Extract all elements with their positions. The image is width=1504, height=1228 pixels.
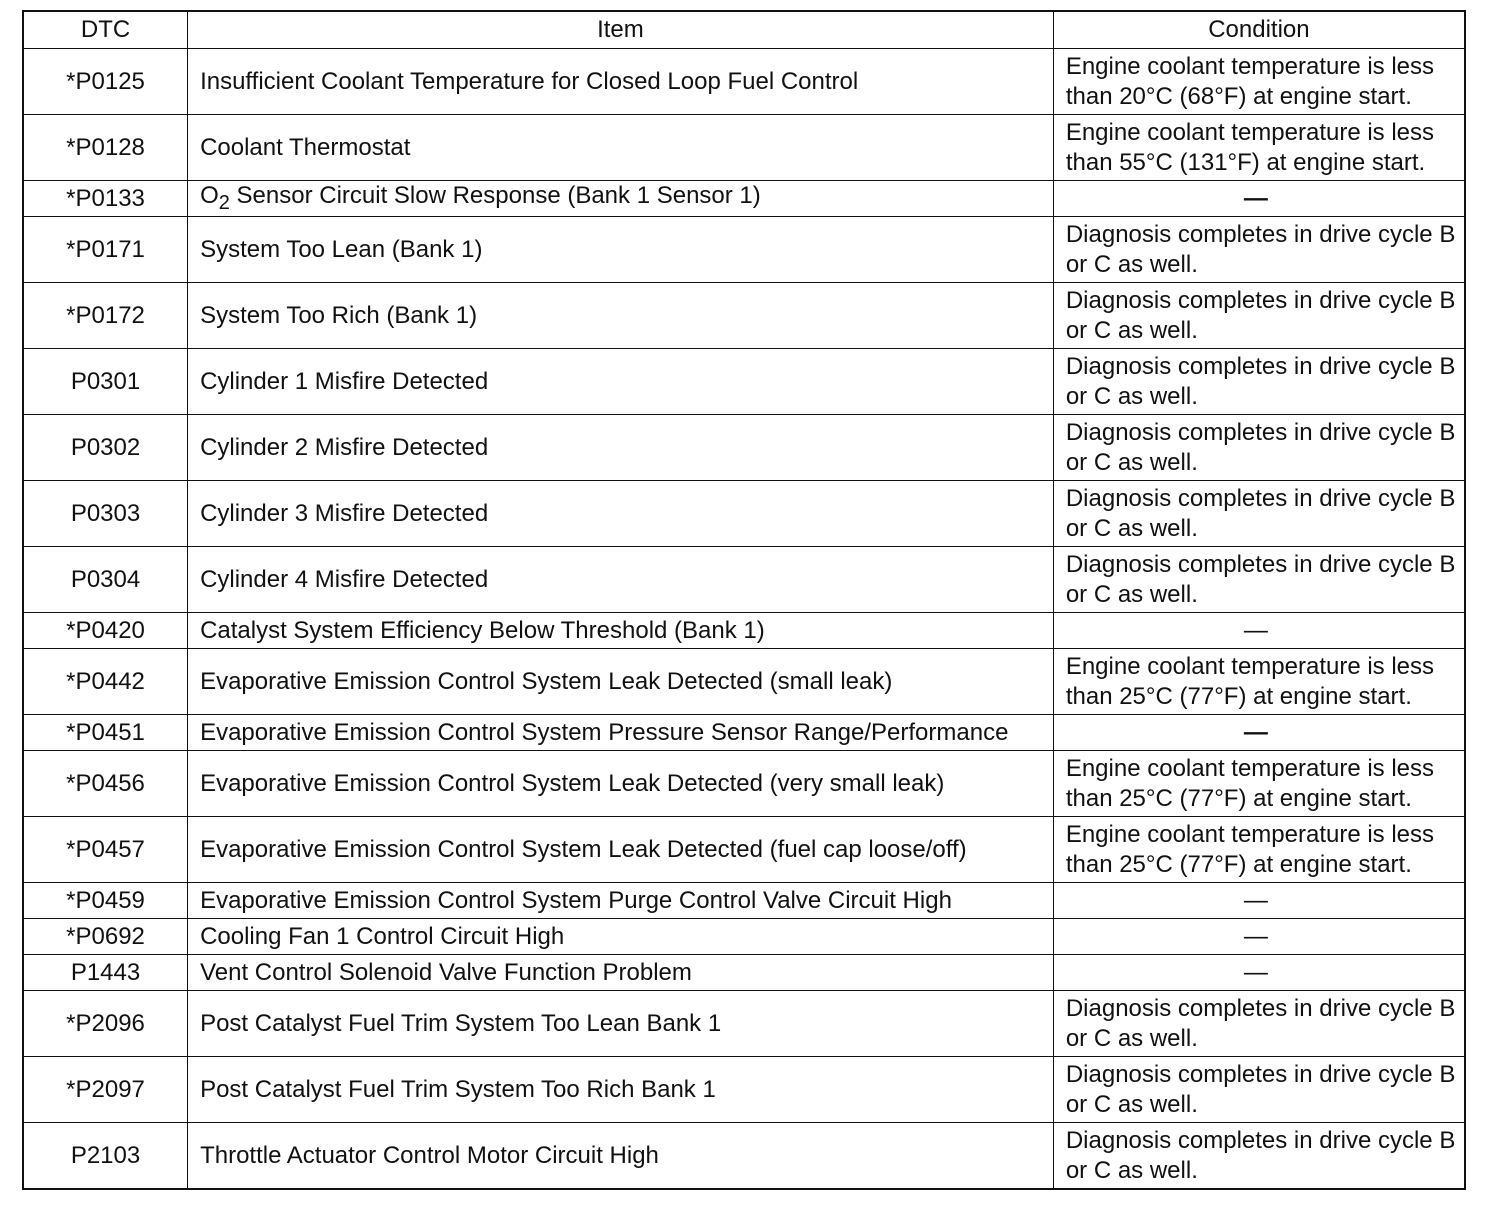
- dtc-condition: Diagnosis completes in drive cycle B or C as well.: [1053, 547, 1465, 613]
- table-row: [23, 181, 1465, 217]
- dtc-item: Cylinder 1 Misfire Detected: [188, 349, 1054, 415]
- table-row: [23, 751, 1465, 817]
- header-condition: Condition: [1053, 11, 1465, 49]
- dtc-condition: Diagnosis completes in drive cycle B or C as well.: [1053, 415, 1465, 481]
- dtc-code: *P0128: [23, 115, 188, 181]
- dtc-code: *P0457: [23, 817, 188, 883]
- table-row: [23, 547, 1465, 613]
- header-dtc: DTC: [23, 11, 188, 49]
- table-row: [23, 283, 1465, 349]
- dtc-item: Catalyst System Efficiency Below Threshold (Bank 1): [188, 613, 1054, 649]
- dtc-condition: Diagnosis completes in drive cycle B or C as well.: [1053, 481, 1465, 547]
- dtc-code: *P0125: [23, 49, 188, 115]
- dtc-condition: —: [1053, 715, 1465, 751]
- dtc-code: P0301: [23, 349, 188, 415]
- dtc-condition: —: [1053, 181, 1465, 217]
- dtc-code: P0302: [23, 415, 188, 481]
- dtc-code: *P0171: [23, 217, 188, 283]
- dtc-item: Coolant Thermostat: [188, 115, 1054, 181]
- dtc-item: Cylinder 4 Misfire Detected: [188, 547, 1054, 613]
- dtc-item: System Too Rich (Bank 1): [188, 283, 1054, 349]
- dtc-condition: Diagnosis completes in drive cycle B or C as well.: [1053, 1123, 1465, 1190]
- dtc-item: Evaporative Emission Control System Leak Detected (very small leak): [188, 751, 1054, 817]
- dtc-condition: Engine coolant temperature is less than 20°C (68°F) at engine start.: [1053, 49, 1465, 115]
- dtc-item: Cooling Fan 1 Control Circuit High: [188, 919, 1054, 955]
- table-row: [23, 955, 1465, 991]
- table-row: [23, 481, 1465, 547]
- dtc-code: P1443: [23, 955, 188, 991]
- dtc-item: Post Catalyst Fuel Trim System Too Lean Bank 1: [188, 991, 1054, 1057]
- item-text: Sensor Circuit Slow Response (Bank 1 Sensor 1): [229, 182, 761, 210]
- dtc-item: Insufficient Coolant Temperature for Closed Loop Fuel Control: [188, 49, 1054, 115]
- table-row: [23, 649, 1465, 715]
- dtc-condition: Diagnosis completes in drive cycle B or C as well.: [1053, 217, 1465, 283]
- dtc-item: Evaporative Emission Control System Leak Detected (small leak): [188, 649, 1054, 715]
- dtc-item: Evaporative Emission Control System Leak Detected (fuel cap loose/off): [188, 817, 1054, 883]
- dtc-code: *P0456: [23, 751, 188, 817]
- dtc-item: Vent Control Solenoid Valve Function Problem: [188, 955, 1054, 991]
- dtc-code: *P2097: [23, 1057, 188, 1123]
- item-subscript: 2: [218, 191, 230, 214]
- dtc-item: System Too Lean (Bank 1): [188, 217, 1054, 283]
- dtc-condition: Diagnosis completes in drive cycle B or C as well.: [1053, 1057, 1465, 1123]
- dtc-condition: Engine coolant temperature is less than 25°C (77°F) at engine start.: [1053, 751, 1465, 817]
- dtc-condition: —: [1053, 919, 1465, 955]
- dtc-item: Throttle Actuator Control Motor Circuit High: [188, 1123, 1054, 1190]
- item-prefix: O: [200, 182, 219, 210]
- dtc-condition: Engine coolant temperature is less than 55°C (131°F) at engine start.: [1053, 115, 1465, 181]
- dtc-code: *P0459: [23, 883, 188, 919]
- dtc-item: Evaporative Emission Control System Purge Control Valve Circuit High: [188, 883, 1054, 919]
- dtc-code: *P0451: [23, 715, 188, 751]
- dtc-condition: —: [1053, 955, 1465, 991]
- dtc-code: P0304: [23, 547, 188, 613]
- table-row: [23, 613, 1465, 649]
- table-row: [23, 883, 1465, 919]
- dtc-code: *P0442: [23, 649, 188, 715]
- table-row: [23, 1123, 1465, 1190]
- dtc-item: Post Catalyst Fuel Trim System Too Rich Bank 1: [188, 1057, 1054, 1123]
- header-item: Item: [188, 11, 1054, 49]
- dtc-code: *P0692: [23, 919, 188, 955]
- dtc-item: Cylinder 2 Misfire Detected: [188, 415, 1054, 481]
- dtc-item: [188, 181, 1054, 217]
- dtc-condition: Engine coolant temperature is less than 25°C (77°F) at engine start.: [1053, 649, 1465, 715]
- table-row: [23, 817, 1465, 883]
- dtc-code: *P2096: [23, 991, 188, 1057]
- table-row: [23, 919, 1465, 955]
- dtc-item: Cylinder 3 Misfire Detected: [188, 481, 1054, 547]
- dtc-code: P0303: [23, 481, 188, 547]
- table-row: [23, 217, 1465, 283]
- table-header-row: [23, 11, 1465, 49]
- dtc-code: *P0420: [23, 613, 188, 649]
- dtc-table: [22, 10, 1466, 1190]
- dtc-code: *P0133: [23, 181, 188, 217]
- dtc-condition: Diagnosis completes in drive cycle B or C as well.: [1053, 991, 1465, 1057]
- dtc-code: *P0172: [23, 283, 188, 349]
- table-row: [23, 1057, 1465, 1123]
- dtc-condition: —: [1053, 613, 1465, 649]
- dtc-item: Evaporative Emission Control System Pressure Sensor Range/Performance: [188, 715, 1054, 751]
- table-row: [23, 49, 1465, 115]
- table-row: [23, 715, 1465, 751]
- dtc-code: P2103: [23, 1123, 188, 1190]
- dtc-condition: Diagnosis completes in drive cycle B or C as well.: [1053, 349, 1465, 415]
- table-row: [23, 349, 1465, 415]
- table-row: [23, 115, 1465, 181]
- table-row: [23, 991, 1465, 1057]
- dtc-condition: —: [1053, 883, 1465, 919]
- dtc-condition: Diagnosis completes in drive cycle B or C as well.: [1053, 283, 1465, 349]
- dtc-condition: Engine coolant temperature is less than 25°C (77°F) at engine start.: [1053, 817, 1465, 883]
- table-row: [23, 415, 1465, 481]
